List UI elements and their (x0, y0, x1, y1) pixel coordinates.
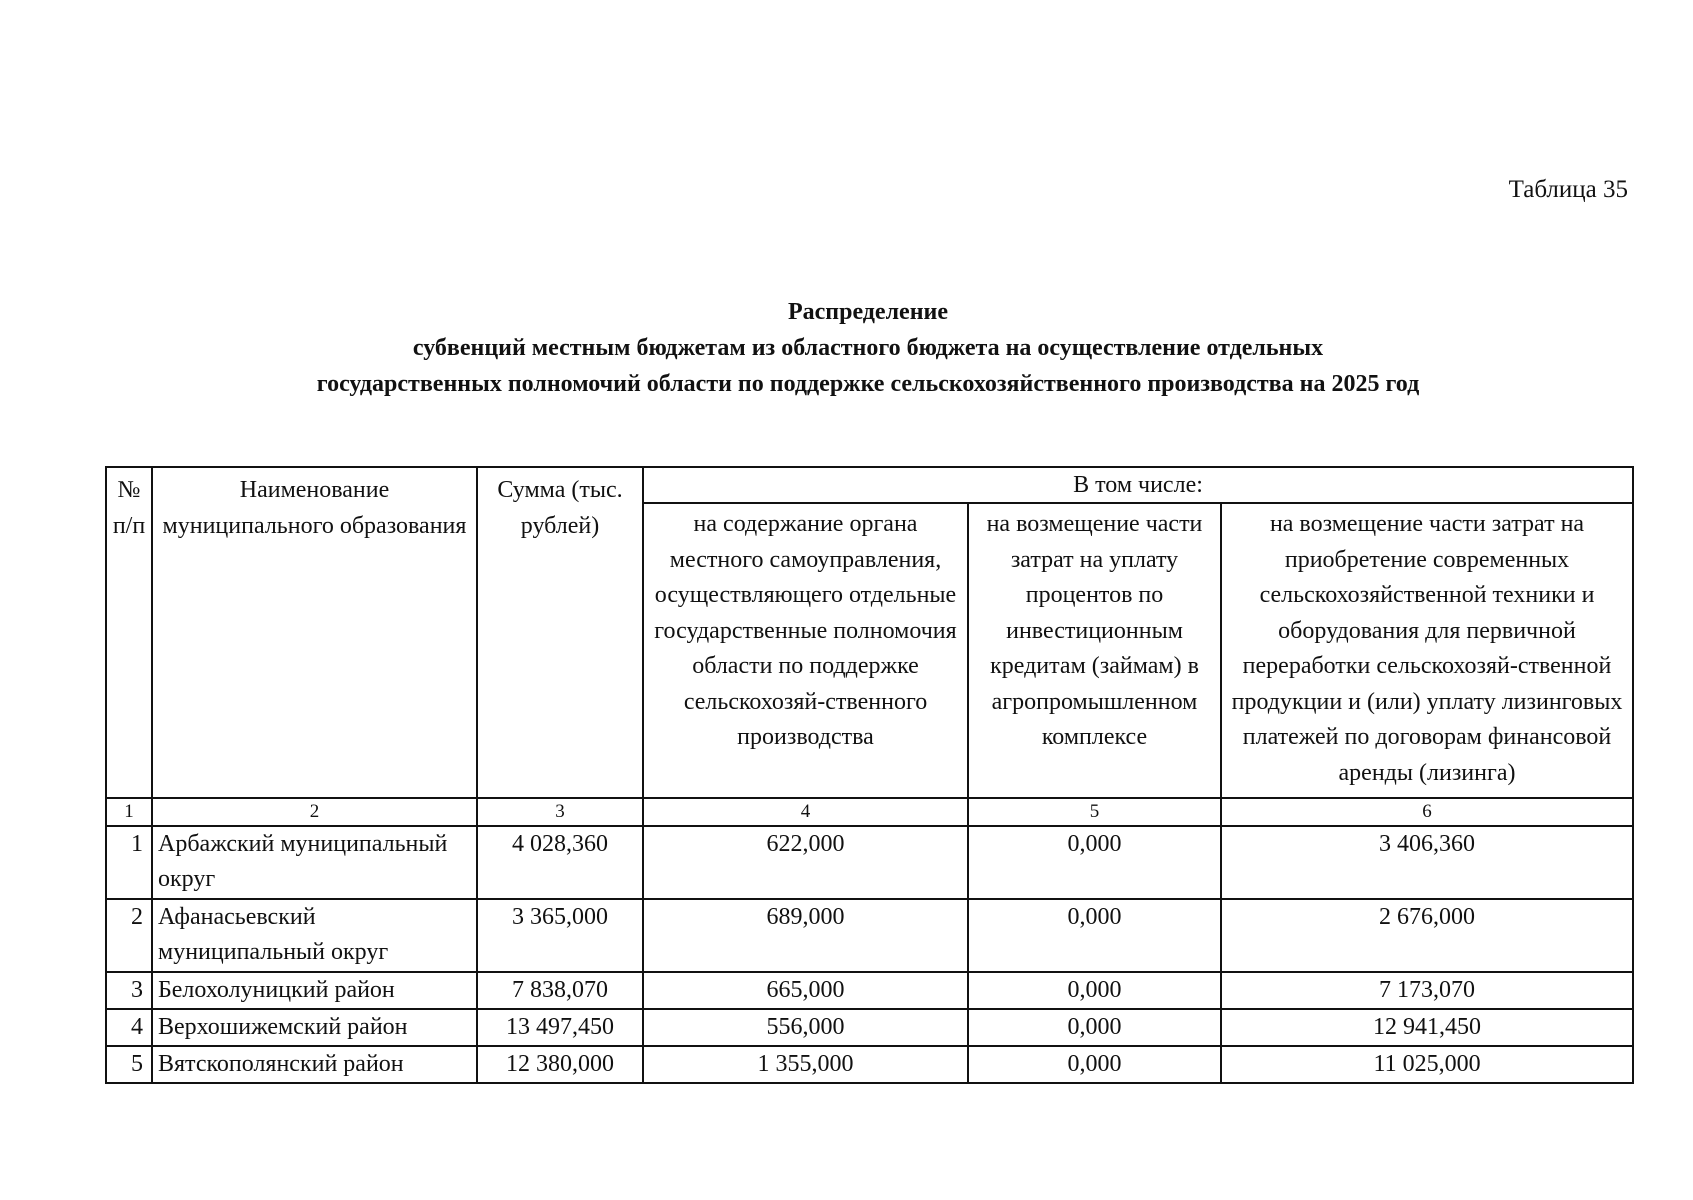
table-row (106, 1046, 1633, 1083)
header-equipment-compensation: на возмещение части затрат на приобретение современных сельскохозяйственной техники и оборудования для первичной переработки сельскохозяй-ственной продукции и (или) уплату лизинговых платежей по договорам финансовой аренды (лизинга) (1221, 503, 1633, 798)
row-interest: 0,000 (968, 899, 1221, 972)
row-index: 4 (106, 1009, 152, 1046)
title-line: государственных полномочий области по поддержке сельскохозяйственного производства на 2025 год (316, 371, 1420, 397)
row-interest: 0,000 (968, 1046, 1221, 1083)
header-index: № п/п (106, 467, 152, 798)
row-equipment: 7 173,070 (1221, 972, 1633, 1009)
row-index: 5 (106, 1046, 152, 1083)
column-number: 5 (968, 798, 1221, 826)
row-sum: 7 838,070 (477, 972, 643, 1009)
row-sum: 4 028,360 (477, 826, 643, 899)
row-municipality: Белохолуницкий район (152, 972, 477, 1009)
header-group-including: В том числе: (643, 467, 1633, 503)
row-index: 3 (106, 972, 152, 1009)
subsidy-table (105, 466, 1634, 1084)
row-sum: 3 365,000 (477, 899, 643, 972)
column-number: 3 (477, 798, 643, 826)
row-interest: 0,000 (968, 972, 1221, 1009)
table-number: Таблица 35 (1508, 176, 1628, 203)
row-index: 2 (106, 899, 152, 972)
row-equipment: 3 406,360 (1221, 826, 1633, 899)
header-maintenance: на содержание органа местного самоуправления, осуществляющего отдельные государственные полномочия области по поддержке сельскохозяй-ственного производства (643, 503, 968, 798)
row-sum: 13 497,450 (477, 1009, 643, 1046)
column-number: 1 (106, 798, 152, 826)
row-municipality: Вятскополянский район (152, 1046, 477, 1083)
row-equipment: 11 025,000 (1221, 1046, 1633, 1083)
title-line: Распределение (787, 299, 949, 325)
row-index: 1 (106, 826, 152, 899)
row-maintenance: 556,000 (643, 1009, 968, 1046)
row-maintenance: 689,000 (643, 899, 968, 972)
column-number: 4 (643, 798, 968, 826)
row-municipality: Афанасьевский муниципальный округ (152, 899, 477, 972)
title-line: субвенций местным бюджетам из областного бюджета на осуществление отдельных (412, 335, 1324, 361)
table-row (106, 826, 1633, 899)
row-interest: 0,000 (968, 1009, 1221, 1046)
row-equipment: 12 941,450 (1221, 1009, 1633, 1046)
table-row (106, 972, 1633, 1009)
row-municipality: Арбажский муниципальный округ (152, 826, 477, 899)
column-number: 6 (1221, 798, 1633, 826)
column-number-row (106, 798, 1633, 826)
header-municipality: Наименование муниципального образования (152, 467, 477, 798)
table-row (106, 1009, 1633, 1046)
header-sum: Сумма (тыс. рублей) (477, 467, 643, 798)
table-row (106, 899, 1633, 972)
row-equipment: 2 676,000 (1221, 899, 1633, 972)
row-maintenance: 665,000 (643, 972, 968, 1009)
header-interest-compensation: на возмещение части затрат на уплату процентов по инвестиционным кредитам (займам) в агропромышленном комплексе (968, 503, 1221, 798)
column-number: 2 (152, 798, 477, 826)
row-maintenance: 1 355,000 (643, 1046, 968, 1083)
document-title (0, 294, 1693, 402)
row-municipality: Верхошижемский район (152, 1009, 477, 1046)
row-interest: 0,000 (968, 826, 1221, 899)
row-maintenance: 622,000 (643, 826, 968, 899)
row-sum: 12 380,000 (477, 1046, 643, 1083)
